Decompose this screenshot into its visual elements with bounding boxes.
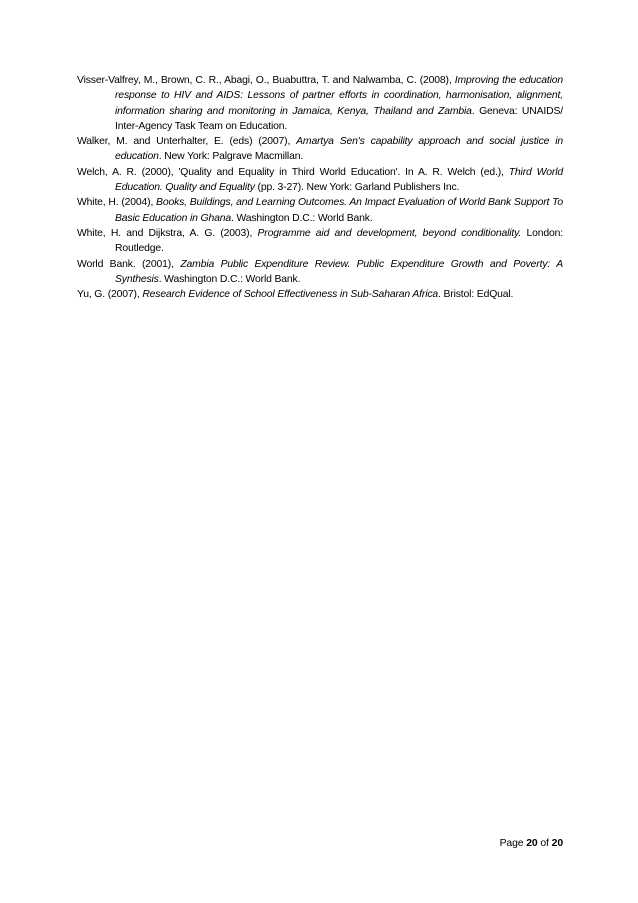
- page-footer: [500, 838, 563, 849]
- reference-item: [77, 134, 563, 165]
- reference-authors: World Bank. (2001),: [77, 258, 181, 270]
- reference-authors: White, H. and Dijkstra, A. G. (2003),: [77, 227, 258, 239]
- reference-authors: Yu, G. (2007),: [77, 289, 143, 301]
- reference-publisher: . Washington D.C.: World Bank.: [230, 212, 373, 224]
- reference-item: [77, 165, 563, 196]
- reference-publisher: . New York: Palgrave Macmillan.: [158, 151, 304, 163]
- page-label: Page: [499, 838, 527, 849]
- page-of-label: of: [537, 838, 552, 849]
- reference-item: [77, 73, 563, 134]
- reference-item: [77, 195, 563, 226]
- reference-title: Zambia Public Expenditure Review. Public Expenditure Growth and Poverty: A Synthesis: [115, 258, 564, 285]
- reference-title: Books, Buildings, and Learning Outcomes. An Impact Evaluation of World Bank Support To Basic Education in Ghana: [115, 197, 563, 224]
- reference-title: Improving the education response to HIV and AIDS: Lessons of partner efforts in coordination, harmonisation, alignment, information sharing and monitoring in Jamaica, Kenya, Thailand and Zambia: [115, 75, 563, 117]
- reference-authors: Walker, M. and Unterhalter, E. (eds) (2007),: [77, 136, 297, 148]
- reference-title: Programme aid and development, beyond conditionality.: [257, 227, 522, 239]
- reference-publisher: . Bristol: EdQual.: [438, 289, 514, 301]
- reference-authors: Welch, A. R. (2000), 'Quality and Equality in Third World Education'. In A. R. Welch (ed.),: [77, 166, 509, 178]
- page-number: 20: [526, 838, 538, 849]
- reference-publisher: (pp. 3-27). New York: Garland Publishers Inc.: [254, 182, 460, 194]
- reference-list: [77, 73, 563, 302]
- reference-publisher: . Geneva: UNAIDS/ Inter-Agency Task Team on Education.: [115, 105, 563, 132]
- reference-title: Third World Education. Quality and Equality: [115, 166, 563, 194]
- reference-publisher: London: Routledge.: [115, 227, 564, 255]
- reference-item: [77, 287, 563, 302]
- reference-publisher: . Washington D.C.: World Bank.: [158, 273, 301, 285]
- reference-authors: Visser-Valfrey, M., Brown, C. R., Abagi, O., Buabuttra, T. and Nalwamba, C. (2008),: [77, 75, 455, 86]
- reference-item: [77, 226, 563, 257]
- reference-title: Amartya Sen's capability approach and social justice in education: [115, 136, 563, 163]
- page-total: 20: [551, 838, 563, 849]
- reference-item: [77, 257, 563, 288]
- reference-title: Research Evidence of School Effectiveness in Sub-Saharan Africa: [142, 289, 439, 301]
- reference-authors: White, H. (2004),: [77, 197, 157, 209]
